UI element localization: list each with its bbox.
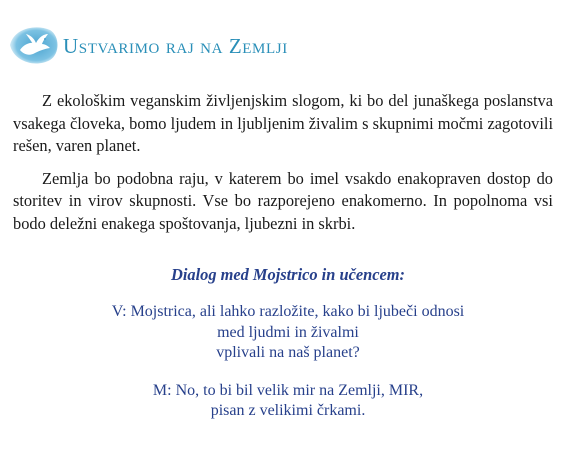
dialog-line: pisan z velikimi črkami. xyxy=(210,402,366,419)
dove-icon xyxy=(6,22,60,68)
dialog-line: M: No, to bi bil velik mir na Zemlji, MIR, xyxy=(152,381,424,399)
dialog-section xyxy=(0,265,576,439)
body-text xyxy=(13,90,553,245)
dialog-question xyxy=(0,302,576,364)
dialog-line: V: Mojstrica, ali lahko razložite, kako bi ljubeči odnosi xyxy=(111,303,465,320)
dialog-title: Dialog med Mojstrico in učencem: xyxy=(170,265,405,284)
paragraph: Zemlja bo podobna raju, v katerem bo imel vsakdo enakopraven dostop do storitev in virov skupnosti. Vse bo razporejeno enakomerno. In popolnoma vsi bodo deležni enakega spoštovanja, ljubezni in skrbi. xyxy=(13,168,553,233)
dialog-line: vplivali na naš planet? xyxy=(216,344,360,361)
dialog-answer xyxy=(0,381,576,422)
page-title: Ustvarimo raj na Zemlji xyxy=(63,34,288,58)
section-header xyxy=(6,22,566,68)
dialog-line: med ljudmi in živalmi xyxy=(217,323,359,341)
paragraph: Z ekološkim veganskim življenjskim slogom, ki bo del junaškega poslanstva vsakega človeka, bomo ljudem in ljubljenim živalim s skupnimi močmi zagotovili rešen, varen planet. xyxy=(13,91,553,155)
